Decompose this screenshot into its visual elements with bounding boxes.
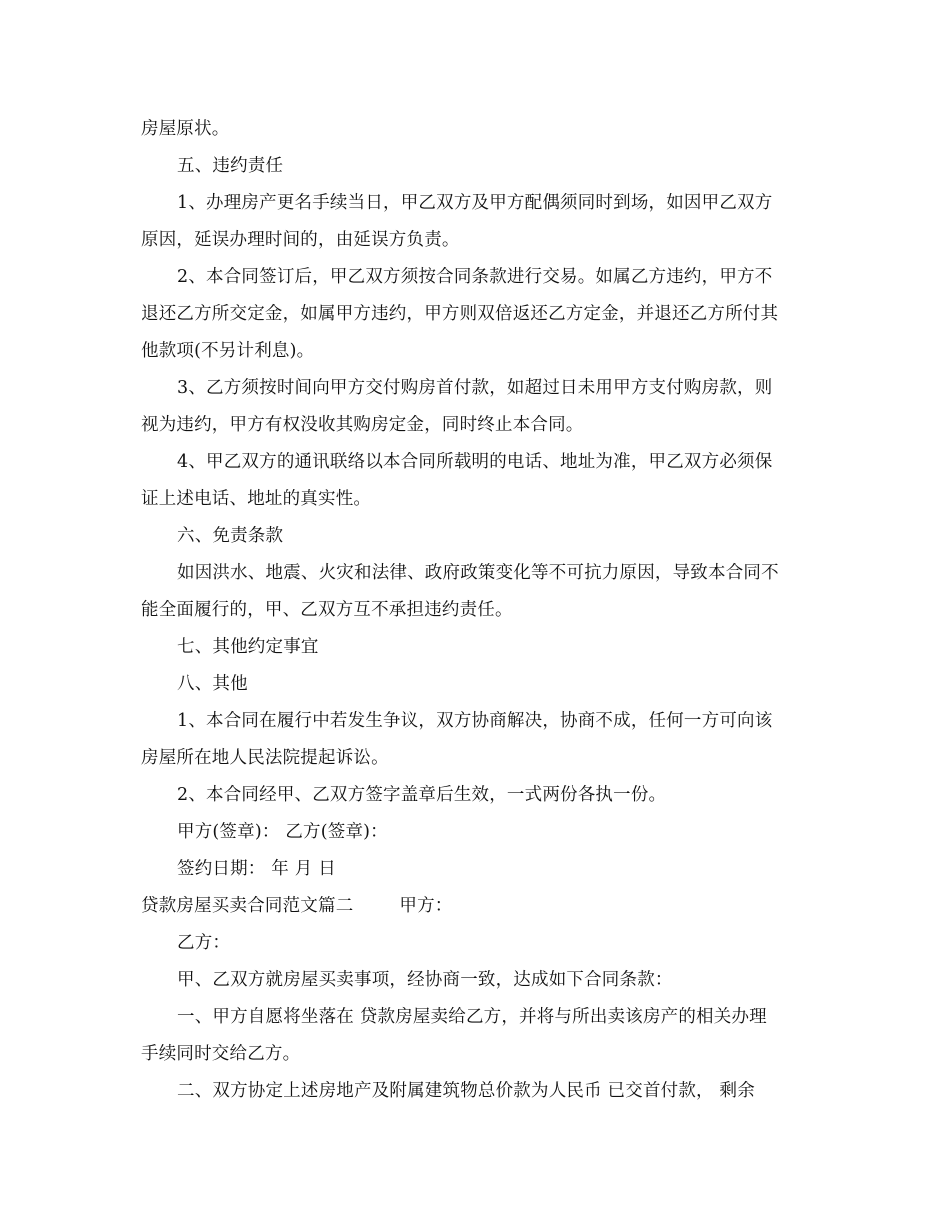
section-heading: 七、其他约定事宜 [177, 637, 319, 657]
text-line: 1、本合同在履行中若发生争议，双方协商解决，协商不成，任何一方可向该 [177, 711, 773, 731]
section-heading: 八、其他 [177, 674, 248, 694]
text-line: 证上述电话、地址的真实性。 [141, 489, 372, 509]
text-line: 如因洪水、地震、火灾和法律、政府政策变化等不可抗力原因，导致本合同不 [177, 563, 779, 583]
text-line: 原因，延误办理时间的，由延误方负责。 [141, 230, 460, 250]
text-line: 房屋所在地人民法院提起诉讼。 [141, 748, 389, 768]
text-line: 他款项(不另计利息)。 [141, 341, 315, 361]
party-a-label: 甲方： [399, 896, 453, 916]
text-line: 视为违约，甲方有权没收其购房定金，同时终止本合同。 [141, 415, 584, 435]
text-line: 2、本合同签订后，甲乙双方须按合同条款进行交易。如属乙方违约，甲方不 [177, 267, 773, 287]
text-line: 二、双方协定上述房地产及附属建筑物总价款为人民币 已交首付款， 剩余 [177, 1081, 755, 1101]
article-title-line [141, 894, 821, 918]
text-line: 4、甲乙双方的通讯联络以本合同所载明的电话、地址为准，甲乙双方必须保 [177, 452, 773, 472]
text-line: 手续同时交给乙方。 [141, 1044, 301, 1064]
text-line: 能全面履行的，甲、乙双方互不承担违约责任。 [141, 600, 513, 620]
signing-date-line: 签约日期： 年 月 日 [177, 859, 336, 879]
section-heading: 六、免责条款 [177, 526, 284, 546]
text-line: 甲、乙双方就房屋买卖事项，经协商一致，达成如下合同条款： [177, 970, 673, 990]
text-line: 1、办理房产更名手续当日，甲乙双方及甲方配偶须同时到场，如因甲乙双方 [177, 193, 773, 213]
text-line: 3、乙方须按时间向甲方交付购房首付款，如超过日未用甲方支付购房款，则 [177, 378, 773, 398]
text-line: 2、本合同经甲、乙双方签字盖章后生效，一式两份各执一份。 [177, 785, 667, 805]
article-title: 贷款房屋买卖合同范文篇二 [141, 896, 354, 916]
signature-line: 甲方(签章)： 乙方(签章)： [177, 822, 388, 842]
text-line: 房屋原状。 [141, 119, 230, 139]
text-line: 退还乙方所交定金，如属甲方违约，甲方则双倍返还乙方定金，并退还乙方所付其 [141, 304, 779, 324]
text-line: 一、甲方自愿将坐落在 贷款房屋卖给乙方，并将与所出卖该房产的相关办理 [177, 1007, 767, 1027]
section-heading: 五、违约责任 [177, 156, 284, 176]
party-b-label: 乙方： [177, 933, 231, 953]
